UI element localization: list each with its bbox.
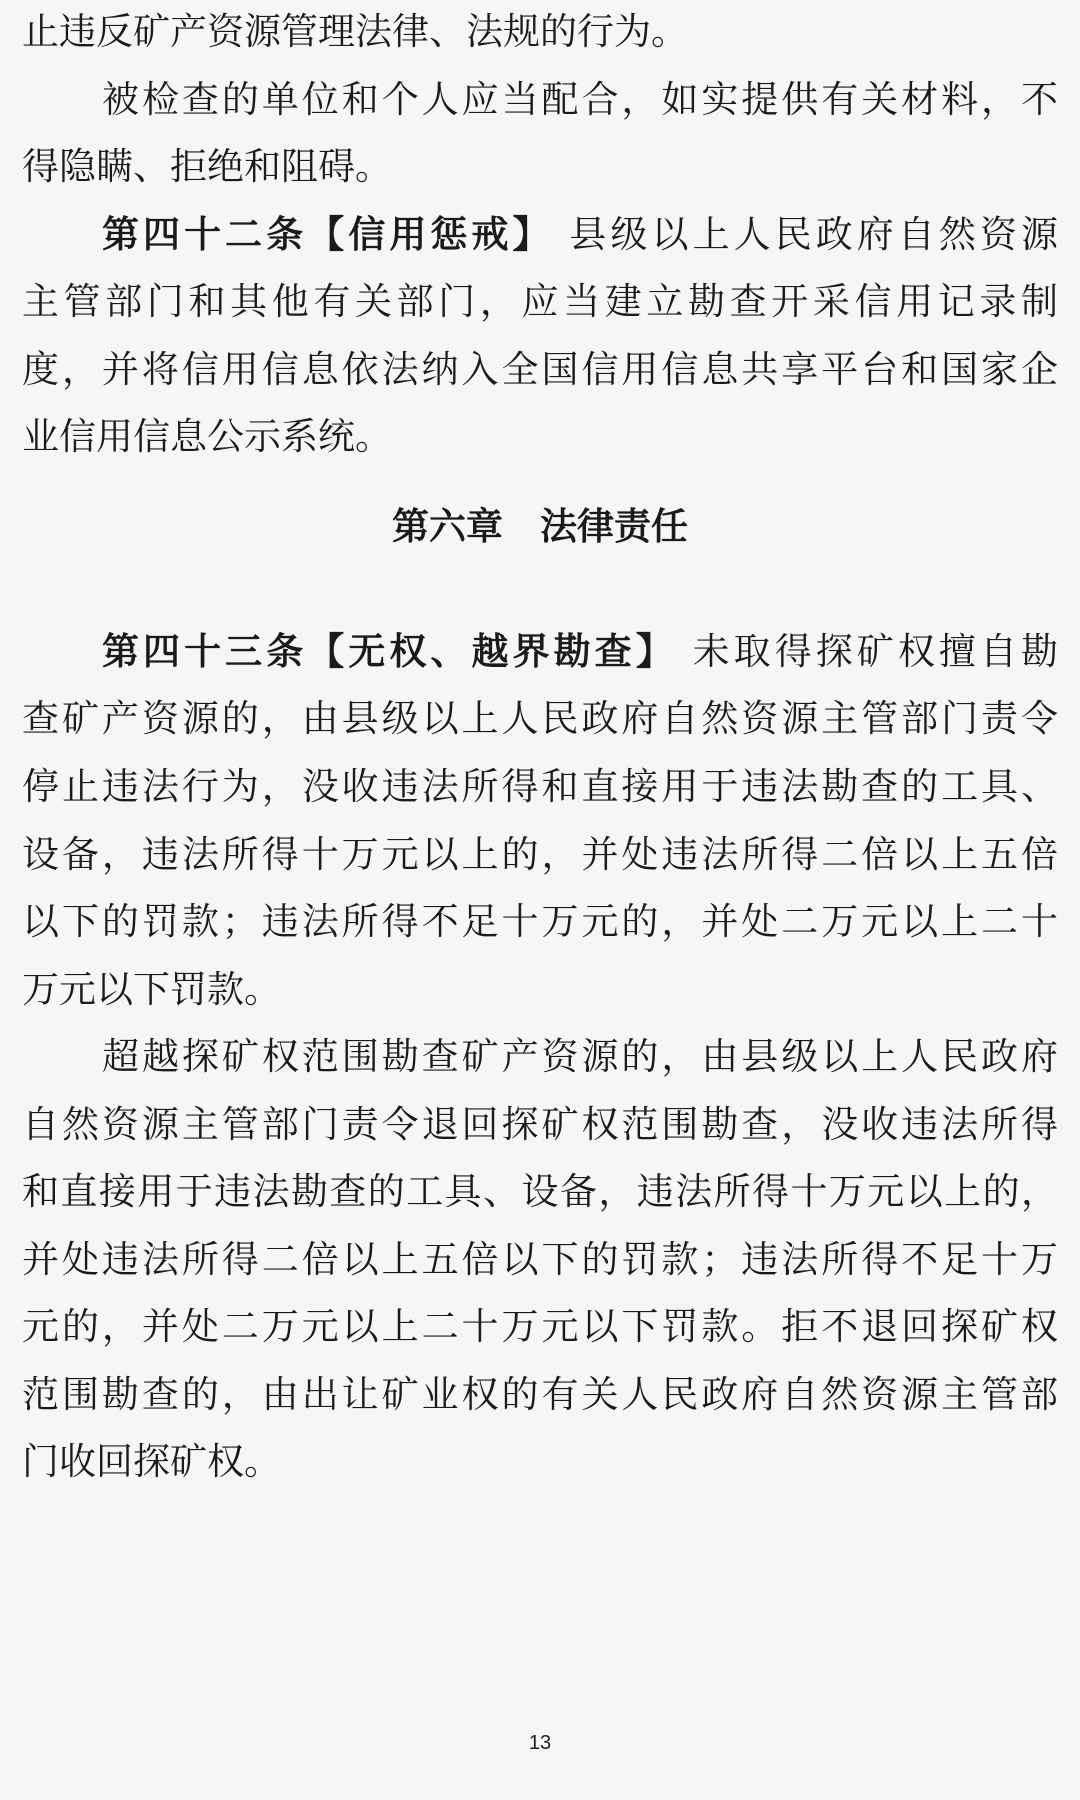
paragraph-line: 元的，并处二万元以上二十万元以下罚款。拒不退回探矿权 — [22, 1305, 1058, 1348]
paragraph-line: 以下的罚款；违法所得不足十万元的，并处二万元以上二十 — [22, 900, 1058, 943]
paragraph-line: 范围勘查的，由出让矿业权的有关人民政府自然资源主管部 — [22, 1373, 1058, 1416]
paragraph-line: 度，并将信用信息依法纳入全国信用信息共享平台和国家企 — [22, 348, 1058, 391]
paragraph-line: 得隐瞒、拒绝和阻碍。 — [22, 145, 392, 188]
paragraph-line: 万元以下罚款。 — [22, 968, 281, 1011]
paragraph-line: 被检查的单位和个人应当配合，如实提供有关材料，不 — [102, 78, 1058, 121]
article-42-heading: 第四十二条【信用惩戒】 — [102, 213, 554, 256]
paragraph-line: 业信用信息公示系统。 — [22, 415, 392, 458]
paragraph-line: 查矿产资源的，由县级以上人民政府自然资源主管部门责令 — [22, 697, 1058, 740]
paragraph-line: 超越探矿权范围勘查矿产资源的，由县级以上人民政府 — [102, 1035, 1058, 1078]
page-number: 13 — [528, 1732, 552, 1754]
paragraph-line: 设备，违法所得十万元以上的，并处违法所得二倍以上五倍 — [22, 833, 1058, 876]
paragraph-line: 并处违法所得二倍以上五倍以下的罚款；违法所得不足十万 — [22, 1238, 1058, 1281]
article-42-first-line — [102, 205, 1058, 265]
chapter-title: 第六章 法律责任 — [392, 505, 688, 548]
paragraph-line: 自然资源主管部门责令退回探矿权范围勘查，没收违法所得 — [22, 1103, 1058, 1146]
paragraph-line: 止违反矿产资源管理法律、法规的行为。 — [22, 10, 688, 53]
paragraph-line: 主管部门和其他有关部门，应当建立勘查开采信用记录制 — [22, 280, 1058, 323]
paragraph-line: 停止违法行为，没收违法所得和直接用于违法勘查的工具、 — [22, 765, 1058, 808]
article-43-heading: 第四十三条【无权、越界勘查】 — [102, 630, 677, 673]
paragraph-line: 未取得探矿权擅自勘 — [692, 630, 1059, 673]
article-43-first-line — [102, 622, 1058, 682]
paragraph-line: 门收回探矿权。 — [22, 1440, 281, 1483]
paragraph-line: 县级以上人民政府自然资源 — [569, 213, 1059, 256]
paragraph-line: 和直接用于违法勘查的工具、设备，违法所得十万元以上的， — [22, 1170, 1058, 1213]
